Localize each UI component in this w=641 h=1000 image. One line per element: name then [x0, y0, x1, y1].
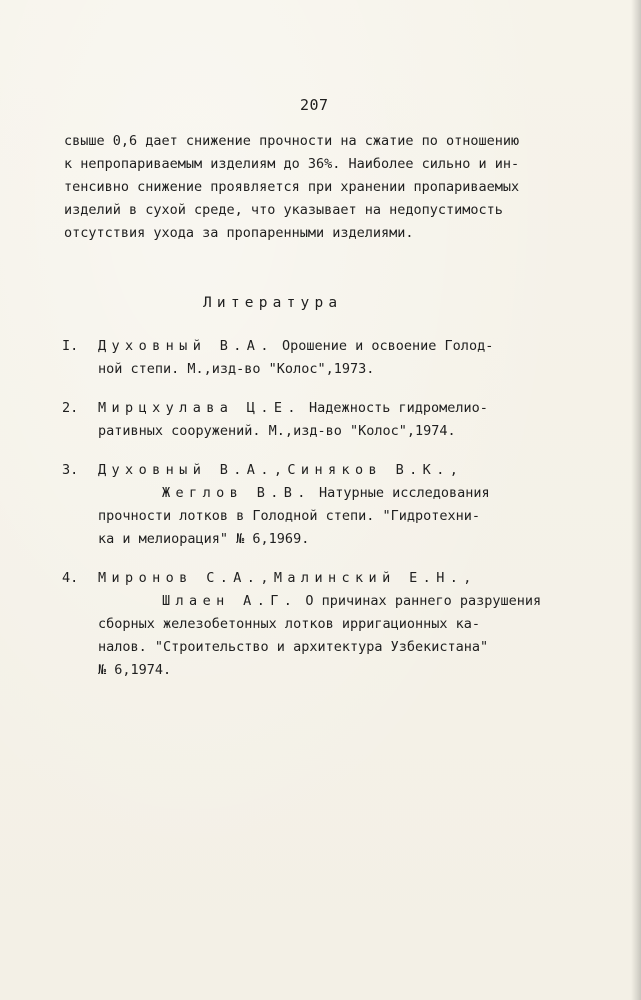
reference-continuation: № 6,1974.	[98, 662, 172, 678]
reference-item	[62, 567, 582, 682]
paragraph-line: тенсивно снижение проявляется при хранении пропариваемых	[64, 179, 520, 195]
reference-title: Надежность гидромелио-	[300, 400, 488, 416]
reference-number: I.	[62, 338, 79, 354]
reference-authors: Шлаен А.Г.	[162, 593, 298, 609]
paragraph-line: отсутствия ухода за пропаренными изделиями.	[64, 225, 414, 241]
reference-title: Орошение и освоение Голод-	[273, 338, 494, 354]
reference-second-line	[62, 482, 582, 505]
reference-item	[62, 335, 582, 381]
reference-title: Натурные исследования	[310, 485, 490, 501]
paragraph-line: свыше 0,6 дает снижение прочности на сжатие по отношению	[64, 133, 520, 149]
reference-title: О причинах раннего разрушения	[297, 593, 542, 609]
paragraph-line: к непропариваемым изделиям до 36%. Наиболее сильно и ин-	[64, 156, 520, 172]
reference-first-line	[62, 567, 582, 590]
reference-continuation: ной степи. М.,изд-во "Колос",1973.	[98, 361, 375, 377]
reference-item	[62, 459, 582, 551]
body-paragraph	[64, 130, 564, 245]
paragraph-line: изделий в сухой среде, что указывает на недопустимость	[64, 202, 503, 218]
reference-continuation: ративных сооружений. М.,изд-во "Колос",1974.	[98, 423, 456, 439]
reference-continuation: прочности лотков в Голодной степи. "Гидротехни-	[98, 508, 481, 524]
references-heading: Литература	[203, 295, 343, 311]
reference-number: 3.	[62, 462, 79, 478]
reference-item	[62, 397, 582, 443]
reference-authors: Духовный В.А.,Синяков В.К.,	[98, 462, 464, 478]
reference-number: 4.	[62, 570, 79, 586]
reference-authors: Мирцхулава Ц.Е.	[98, 400, 301, 416]
reference-authors: Жеглов В.В.	[162, 485, 311, 501]
reference-first-line	[62, 459, 582, 482]
page-edge-shadow	[631, 0, 641, 1000]
reference-continuation: ка и мелиорация" № 6,1969.	[98, 531, 310, 547]
reference-continuation: налов. "Строительство и архитектура Узбекистана"	[98, 639, 489, 655]
reference-authors: Миронов С.А.,Малинский Е.Н.,	[98, 570, 477, 586]
references-list	[62, 335, 582, 698]
page-number: 207	[300, 96, 329, 114]
reference-first-line	[62, 335, 582, 358]
reference-continuation: сборных железобетонных лотков ирригационных ка-	[98, 616, 481, 632]
reference-first-line	[62, 397, 582, 420]
reference-second-line	[62, 590, 582, 613]
reference-authors: Духовный В.А.	[98, 338, 274, 354]
reference-number: 2.	[62, 400, 79, 416]
